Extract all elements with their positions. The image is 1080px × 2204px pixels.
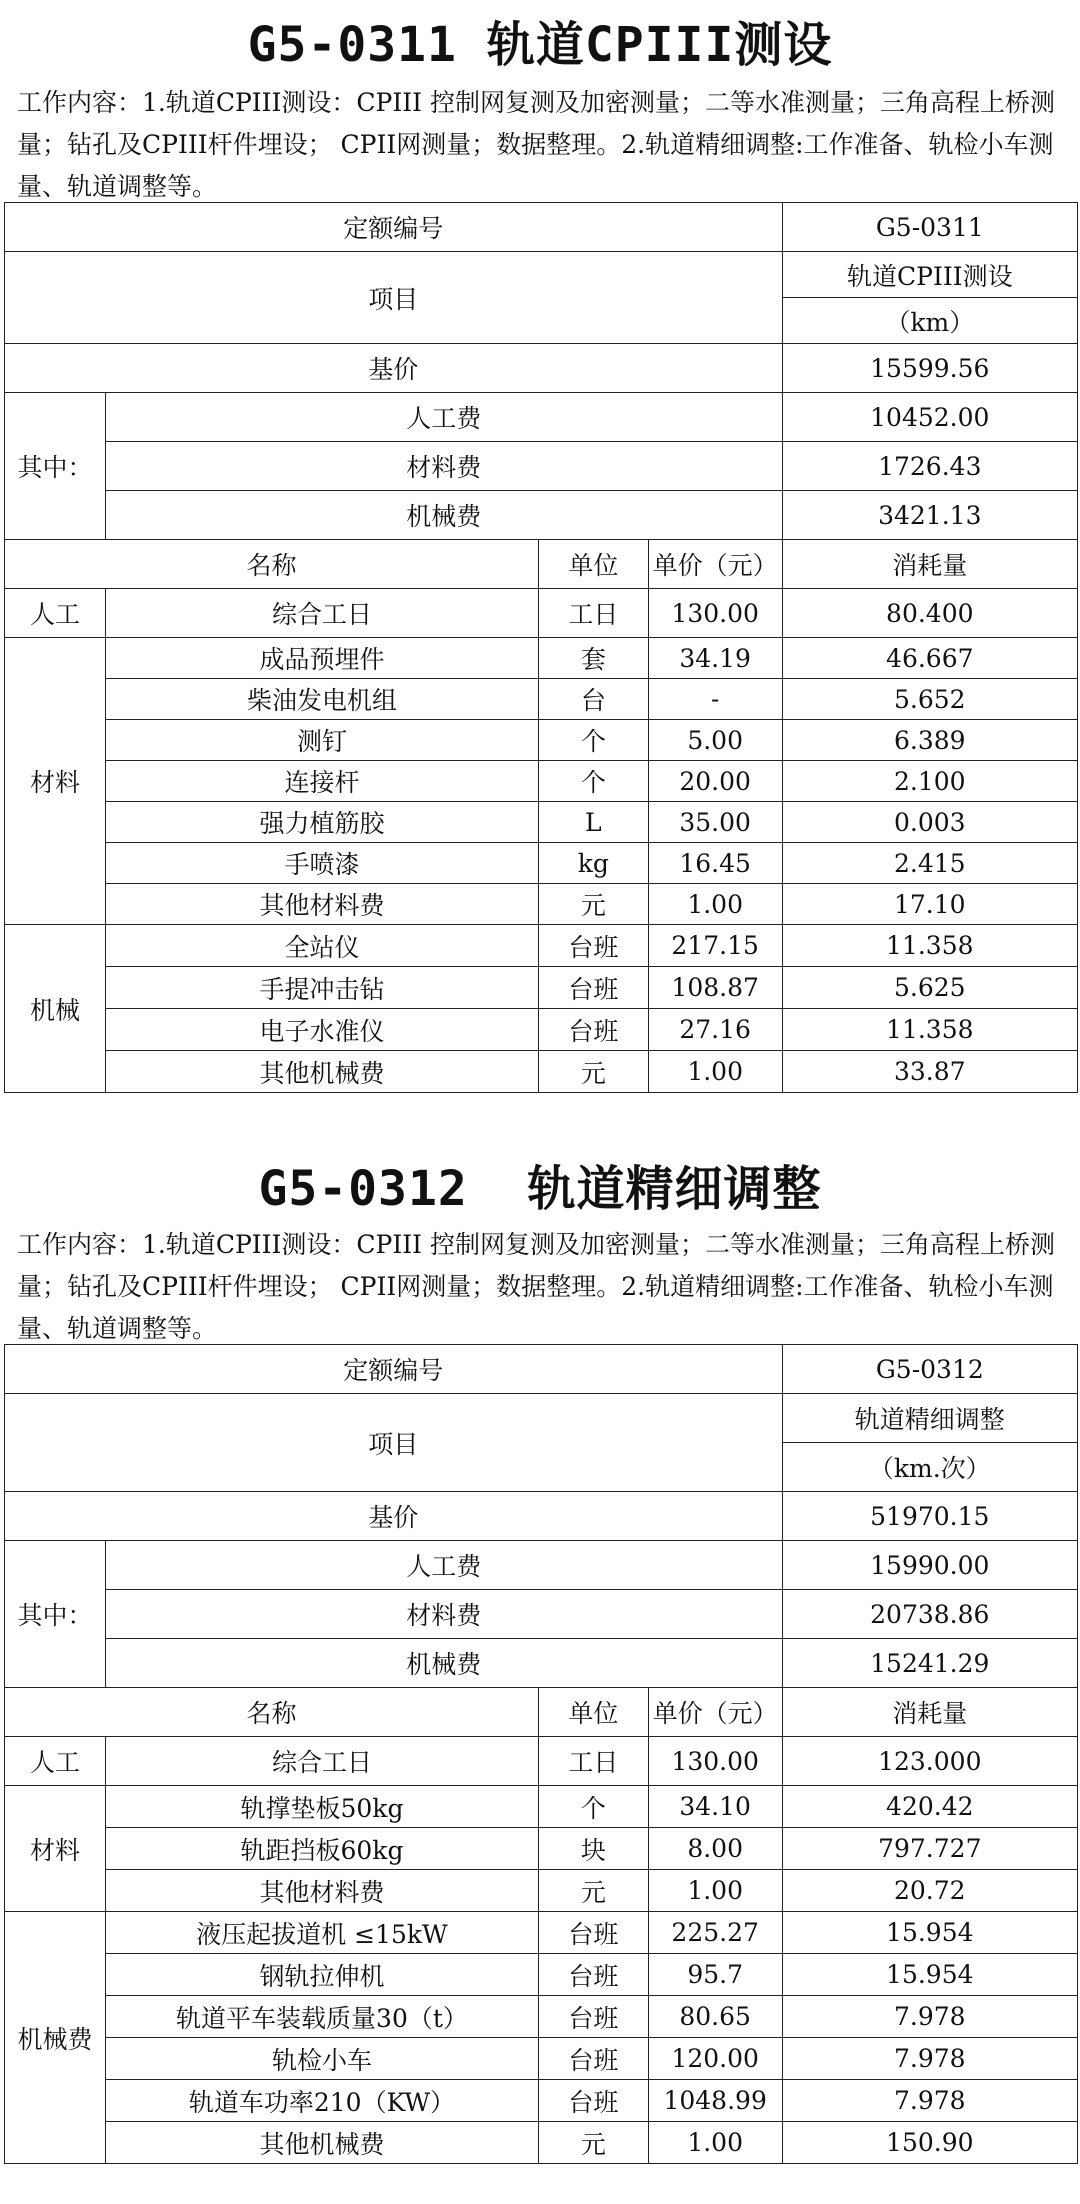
row-price: 80.65 [648,1996,782,2038]
table-row [5,1912,1078,1954]
item-unit: （km.次） [782,1443,1077,1492]
row-name: 综合工日 [105,1737,538,1786]
row-price: 1.00 [648,1870,782,1912]
row-unit: 个 [538,761,648,802]
row-unit: kg [538,843,648,884]
column-header-price: 单价（元） [648,1688,782,1737]
row-quantity: 33.87 [782,1051,1077,1093]
row-price: 225.27 [648,1912,782,1954]
row-name: 综合工日 [105,589,538,638]
row-price: 1.00 [648,1051,782,1093]
column-header-quantity: 消耗量 [782,540,1077,589]
row-unit: 台班 [538,1009,648,1051]
group-label-machinery: 机械 [5,925,106,1093]
row-name: 电子水准仪 [105,1009,538,1051]
row-price: 1.00 [648,2122,782,2164]
machine-cost-label: 机械费 [105,1639,782,1688]
row-name: 其他材料费 [105,884,538,925]
row-unit: 台 [538,679,648,720]
row-quantity: 11.358 [782,925,1077,967]
group-label-labor: 人工 [5,589,106,638]
table-row [5,589,1078,638]
row-quantity: 7.978 [782,2038,1077,2080]
row-name: 测钉 [105,720,538,761]
table-row [5,843,1078,884]
table-row [5,1009,1078,1051]
labor-cost-value: 15990.00 [782,1541,1077,1590]
row-unit: 个 [538,720,648,761]
row-quantity: 46.667 [782,638,1077,679]
item-label: 项目 [5,1394,783,1492]
table-row [5,2038,1078,2080]
base-price-label: 基价 [5,1492,783,1541]
quota-number-value: G5-0312 [782,1345,1077,1394]
row-quantity: 6.389 [782,720,1077,761]
row-price: 217.15 [648,925,782,967]
row-quantity: 2.100 [782,761,1077,802]
machine-cost-label: 机械费 [105,491,782,540]
row-unit: 台班 [538,1912,648,1954]
row-quantity: 80.400 [782,589,1077,638]
row-price: 34.10 [648,1786,782,1828]
row-quantity: 420.42 [782,1786,1077,1828]
row-price: 108.87 [648,967,782,1009]
row-unit: 工日 [538,1737,648,1786]
row-unit: 台班 [538,1954,648,1996]
table-row [5,1737,1078,1786]
of-which-label: 其中： [5,393,106,540]
base-price-value: 15599.56 [782,344,1077,393]
group-label-materials: 材料 [5,1786,106,1912]
row-unit: L [538,802,648,843]
table-row [5,679,1078,720]
row-quantity: 15.954 [782,1912,1077,1954]
row-name: 其他机械费 [105,1051,538,1093]
table-row [5,2122,1078,2164]
row-name: 轨距挡板60kg [105,1828,538,1870]
work-content-description: 工作内容：1.轨道CPIII测设：CPIII 控制网复测及加密测量；二等水准测量；三角高程上桥测量；钻孔及CPIII杆件埋设； CPII网测量；数据整理。2.轨道精细调整:工作准备、轨检小车测量、轨道调整等。 [17,88,1055,201]
column-header-unit: 单位 [538,1688,648,1737]
labor-cost-value: 10452.00 [782,393,1077,442]
table-row [5,884,1078,925]
column-header-unit: 单位 [538,540,648,589]
table-row [5,1051,1078,1093]
row-unit: 套 [538,638,648,679]
row-price: 5.00 [648,720,782,761]
row-unit: 台班 [538,967,648,1009]
table-row [5,638,1078,679]
table-row [5,802,1078,843]
quota-number-label: 定额编号 [5,1345,783,1394]
base-price-value: 51970.15 [782,1492,1077,1541]
table-row [5,925,1078,967]
row-name: 手喷漆 [105,843,538,884]
row-unit: 台班 [538,1996,648,2038]
table-row [5,1870,1078,1912]
row-name: 其他机械费 [105,2122,538,2164]
group-label-labor: 人工 [5,1737,106,1786]
row-price: 8.00 [648,1828,782,1870]
table-row [5,761,1078,802]
row-unit: 台班 [538,2080,648,2122]
row-quantity: 5.625 [782,967,1077,1009]
row-price: 27.16 [648,1009,782,1051]
quota-table [4,1344,1078,2164]
row-quantity: 15.954 [782,1954,1077,1996]
machine-cost-value: 15241.29 [782,1639,1077,1688]
row-price: 130.00 [648,589,782,638]
row-unit: 元 [538,1051,648,1093]
row-unit: 元 [538,2122,648,2164]
column-header-price: 单价（元） [648,540,782,589]
row-price: 34.19 [648,638,782,679]
row-name: 其他材料费 [105,1870,538,1912]
table-row [5,967,1078,1009]
row-unit: 工日 [538,589,648,638]
row-unit: 块 [538,1828,648,1870]
row-name: 强力植筋胶 [105,802,538,843]
group-label-materials: 材料 [5,638,106,925]
material-cost-value: 1726.43 [782,442,1077,491]
item-name: 轨道CPIII测设 [782,252,1077,298]
row-name: 轨道车功率210（KW） [105,2080,538,2122]
row-price: 95.7 [648,1954,782,1996]
row-quantity: 797.727 [782,1828,1077,1870]
material-cost-label: 材料费 [105,442,782,491]
table-row [5,2080,1078,2122]
row-name: 连接杆 [105,761,538,802]
row-price: - [648,679,782,720]
material-cost-value: 20738.86 [782,1590,1077,1639]
row-quantity: 11.358 [782,1009,1077,1051]
row-unit: 台班 [538,925,648,967]
row-quantity: 150.90 [782,2122,1077,2164]
row-unit: 元 [538,884,648,925]
row-quantity: 20.72 [782,1870,1077,1912]
table-row [5,1828,1078,1870]
quota-number-value: G5-0311 [782,203,1077,252]
row-name: 钢轨拉伸机 [105,1954,538,1996]
row-price: 1.00 [648,884,782,925]
row-name: 成品预埋件 [105,638,538,679]
row-unit: 台班 [538,2038,648,2080]
row-quantity: 5.652 [782,679,1077,720]
labor-cost-label: 人工费 [105,393,782,442]
table-row [5,1954,1078,1996]
row-price: 20.00 [648,761,782,802]
base-price-label: 基价 [5,344,783,393]
row-quantity: 123.000 [782,1737,1077,1786]
table-row [5,1786,1078,1828]
row-name: 液压起拔道机 ≤15kW [105,1912,538,1954]
quota-table [4,202,1078,1093]
machine-cost-value: 3421.13 [782,491,1077,540]
row-quantity: 2.415 [782,843,1077,884]
table-row [5,720,1078,761]
row-price: 130.00 [648,1737,782,1786]
section-title: G5-0312 轨道精细调整 [258,1161,822,1217]
group-label-machinery: 机械费 [5,1912,106,2164]
material-cost-label: 材料费 [105,1590,782,1639]
item-label: 项目 [5,252,783,344]
row-name: 全站仪 [105,925,538,967]
row-name: 轨道平车装载质量30（t） [105,1996,538,2038]
row-quantity: 7.978 [782,1996,1077,2038]
labor-cost-label: 人工费 [105,1541,782,1590]
row-quantity: 0.003 [782,802,1077,843]
row-name: 手提冲击钻 [105,967,538,1009]
row-price: 1048.99 [648,2080,782,2122]
row-price: 16.45 [648,843,782,884]
column-header-name: 名称 [5,1688,539,1737]
work-content-description: 工作内容：1.轨道CPIII测设：CPIII 控制网复测及加密测量；二等水准测量；三角高程上桥测量；钻孔及CPIII杆件埋设； CPII网测量；数据整理。2.轨道精细调整:工作准备、轨检小车测量、轨道调整等。 [17,1230,1055,1343]
row-quantity: 17.10 [782,884,1077,925]
row-name: 轨撑垫板50kg [105,1786,538,1828]
column-header-quantity: 消耗量 [782,1688,1077,1737]
row-name: 柴油发电机组 [105,679,538,720]
row-name: 轨检小车 [105,2038,538,2080]
row-unit: 元 [538,1870,648,1912]
row-quantity: 7.978 [782,2080,1077,2122]
quota-number-label: 定额编号 [5,203,783,252]
item-unit: （km） [782,298,1077,344]
item-name: 轨道精细调整 [782,1394,1077,1443]
row-price: 35.00 [648,802,782,843]
row-unit: 个 [538,1786,648,1828]
section-title: G5-0311 轨道CPIII测设 [247,17,833,73]
of-which-label: 其中： [5,1541,106,1688]
column-header-name: 名称 [5,540,539,589]
table-row [5,1996,1078,2038]
row-price: 120.00 [648,2038,782,2080]
